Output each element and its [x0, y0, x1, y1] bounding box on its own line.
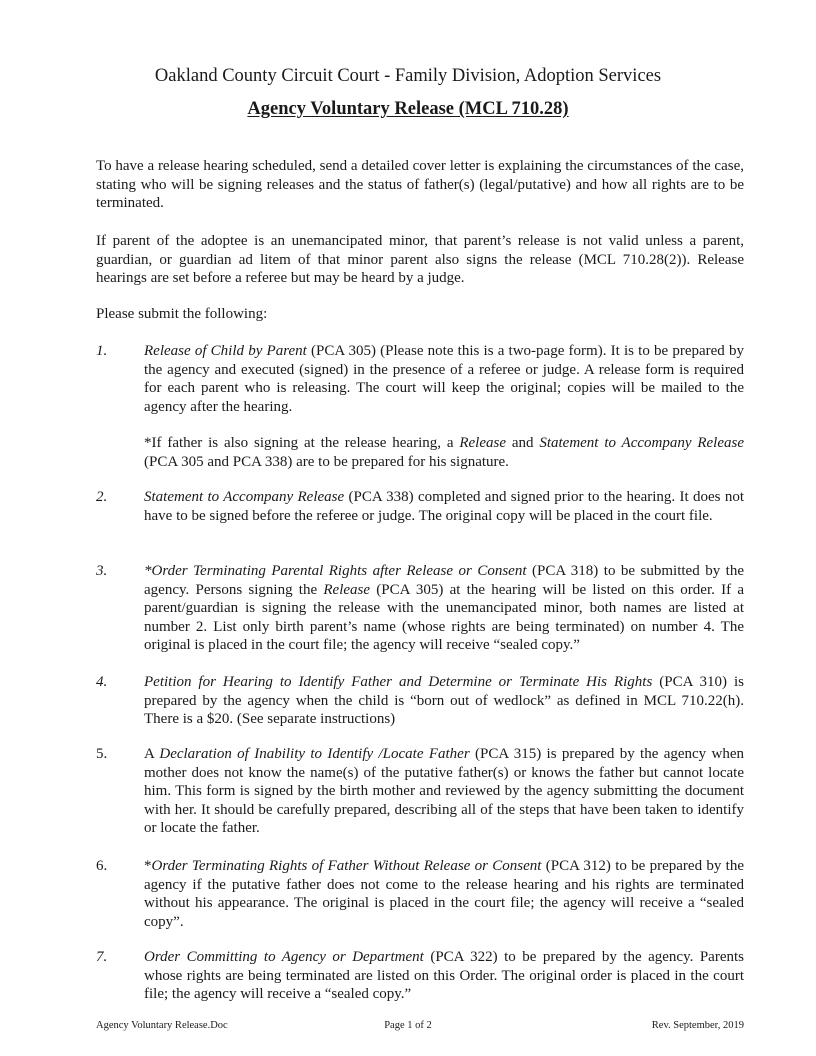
footer-revision: Rev. September, 2019: [651, 1020, 744, 1031]
item-title: Declaration of Inability to Identify /Locate Father: [159, 746, 470, 762]
list-item-7: [96, 948, 744, 1004]
intro-paragraph-3: Please submit the following:: [96, 306, 268, 322]
item-title: Statement to Accompany Release: [144, 489, 345, 505]
item-title: Order Terminating Rights of Father Without Release or Consent: [151, 858, 542, 874]
subtitle-text: Agency Voluntary Release (MCL 710.28): [247, 99, 569, 119]
item-text: (PCA 305) (Please note this is a two-page form). It is to be prepared by the agency and executed (signed) in the presence of a referee or judge. A release form is required for each parent who is releasing. The court will keep the original; copies will be mailed to the agency after the hearing.: [144, 343, 744, 415]
item-text: (PCA 310) is prepared by the agency when the child is “born out of wedlock” as defined in MCL 710.22(h). There is a $20. (See separate instructions): [144, 674, 744, 727]
item-text: (PCA 305) at the hearing will be listed on this order. If a parent/guardian is signing the release with the unemancipated minor, both names are listed at number 2. List only birth parent’s name (whose rights are being terminated) on number 4. The original is placed in the court file; the agency will receive “sealed copy.”: [144, 581, 745, 653]
note-italic: Statement to Accompany Release: [539, 435, 744, 451]
list-item-3: [96, 562, 744, 655]
intro-paragraph-2: If parent of the adoptee is an unemancipated minor, that parent’s release is not valid unless a parent, guardian, or guardian ad litem of that minor parent also signs the release (MCL 710.28(2)). Release hearings are set before a referee but may be heard by a judge.: [96, 233, 744, 286]
item-number: 3.: [96, 563, 108, 579]
list-item-4: [96, 673, 744, 729]
item-text: (PCA 312) to be prepared by the agency if the putative father does not come to the release hearing and his rights are terminated without his appearance. The original is placed in the court file; the agency will receive a “sealed copy”.: [144, 858, 745, 930]
item-number: 5.: [96, 746, 108, 762]
item-title: Order Committing to Agency or Department: [144, 949, 424, 965]
item-body: [144, 948, 744, 1004]
note-text: and: [505, 435, 540, 451]
item-number: 2.: [96, 489, 108, 505]
item-title: Petition for Hearing to Identify Father and Determine or Terminate His Rights: [144, 674, 653, 690]
item-body: [144, 342, 744, 471]
item-text: (PCA 322) to be prepared by the agency. Parents whose rights are being terminated are listed on this Order. The original order is placed in the court file; the agency will receive a “sealed copy.”: [144, 949, 744, 1002]
item-body: [144, 673, 744, 729]
item-number: 7.: [96, 949, 108, 965]
item-number: 4.: [96, 674, 108, 690]
note-text: *If father is also signing at the release hearing, a: [144, 435, 460, 451]
item-body: [144, 488, 744, 525]
list-item-6: [96, 857, 744, 931]
footer-page-number: Page 1 of 2: [384, 1020, 432, 1031]
item-note: [144, 434, 744, 471]
item-text: (PCA 318) to be submitted by the agency. Persons signing the: [144, 563, 744, 598]
item-text: A: [144, 746, 160, 762]
item-body: [144, 562, 744, 655]
list-item-2: [96, 488, 744, 525]
note-text: (PCA 305 and PCA 338) are to be prepared for his signature.: [144, 453, 509, 470]
item-number: 6.: [96, 858, 108, 874]
item-text: *: [144, 858, 152, 874]
list-item-5: [96, 745, 744, 838]
item-number: 1.: [96, 343, 108, 359]
item-inline-italic: Release: [323, 581, 371, 598]
item-title: *Order Terminating Parental Rights after Release or Consent: [144, 563, 527, 579]
list-item-1: [96, 342, 744, 471]
item-text: (PCA 315) is prepared by the agency when mother does not know the name(s) of the putative father(s) or knows the father but cannot locate him. This form is signed by the birth mother and reviewed by the agency submitting the document with her. It should be carefully prepared, describing all of the steps that have been taken to identify or locate the father.: [144, 746, 745, 836]
item-text: (PCA 338) completed and signed prior to the hearing. It does not have to be signed before the referee or judge. The original copy will be placed in the court file.: [144, 489, 744, 524]
page-subtitle: [0, 99, 816, 120]
page-title: Oakland County Circuit Court - Family Division, Adoption Services: [154, 66, 662, 86]
item-body: [144, 745, 744, 838]
item-body: [144, 857, 744, 931]
intro-paragraph-1: To have a release hearing scheduled, send a detailed cover letter is explaining the circumstances of the case, stating who will be signing releases and the status of father(s) (legal/putative) and how all rights are to be terminated.: [96, 158, 744, 211]
note-italic: Release: [459, 435, 506, 451]
footer-filename: Agency Voluntary Release.Doc: [96, 1020, 228, 1031]
item-title: Release of Child by Parent: [144, 343, 307, 359]
